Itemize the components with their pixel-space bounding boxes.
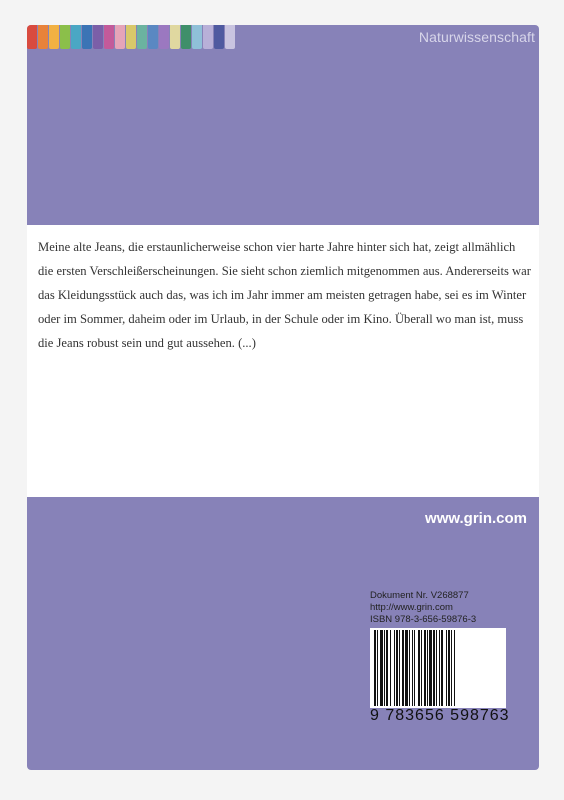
color-stripe <box>148 25 158 49</box>
color-stripe <box>126 25 136 49</box>
barcode-bar <box>399 630 400 706</box>
barcode-bar <box>433 630 435 706</box>
color-stripe <box>93 25 103 49</box>
color-stripe <box>225 25 235 49</box>
barcode-bar <box>402 630 404 706</box>
color-stripe <box>71 25 81 49</box>
publisher-link: http://www.grin.com <box>370 602 453 613</box>
barcode-bar <box>421 630 422 706</box>
barcode-bar <box>394 630 395 706</box>
color-stripe <box>203 25 213 49</box>
barcode-bar <box>427 630 428 706</box>
color-stripes <box>27 25 236 49</box>
barcode-bar <box>380 630 383 706</box>
barcode-bar <box>374 630 376 706</box>
barcode-digits: 9 783656 598763 <box>370 707 510 724</box>
blurb-panel <box>27 225 539 497</box>
barcode <box>370 628 506 708</box>
color-stripe <box>60 25 70 49</box>
barcode-bar <box>409 630 410 706</box>
color-stripe <box>192 25 202 49</box>
color-stripe <box>27 25 37 49</box>
barcode-bar <box>377 630 378 706</box>
color-stripe <box>115 25 125 49</box>
barcode-bar <box>424 630 426 706</box>
color-stripe <box>170 25 180 49</box>
color-stripe <box>104 25 114 49</box>
barcode-bar <box>390 630 391 706</box>
color-stripe <box>82 25 92 49</box>
barcode-bar <box>405 630 408 706</box>
barcode-bar <box>384 630 385 706</box>
barcode-bar <box>396 630 398 706</box>
color-stripe <box>181 25 191 49</box>
barcode-bar <box>448 630 450 706</box>
barcode-bar <box>441 630 443 706</box>
blurb-text: Meine alte Jeans, die erstaunlicherweise schon vier harte Jahre hinter sich hat, zeigt allmählich die ersten Verschleißerscheinungen. Sie sieht schon ziemlich mitgenommen aus. Andererseits war das Kleidungsstück auch das, was ich im Jahr immer am meisten getragen habe, sei es im Winter oder im Sommer, daheim oder im Urlaub, in der Schule oder im Kino. Überall wo man ist, muss die Jeans robust sein und gut aussehen. (...) <box>38 240 531 350</box>
barcode-bar <box>429 630 432 706</box>
barcode-bar <box>436 630 437 706</box>
isbn-number: ISBN 978-3-656-59876-3 <box>370 614 477 625</box>
color-stripe <box>214 25 224 49</box>
barcode-bar <box>439 630 440 706</box>
color-stripe <box>49 25 59 49</box>
document-info <box>370 590 510 626</box>
barcode-bar <box>418 630 420 706</box>
barcode-bar <box>386 630 388 706</box>
color-stripe <box>137 25 147 49</box>
category-label: Naturwissenschaft <box>418 29 535 45</box>
publisher-url: www.grin.com <box>425 510 527 527</box>
barcode-bar <box>454 630 455 706</box>
barcode-bar <box>451 630 452 706</box>
color-stripe <box>159 25 169 49</box>
document-number: Dokument Nr. V268877 <box>370 590 469 601</box>
barcode-bar <box>446 630 447 706</box>
barcode-bar <box>412 630 413 706</box>
color-stripe <box>38 25 48 49</box>
barcode-bar <box>414 630 415 706</box>
